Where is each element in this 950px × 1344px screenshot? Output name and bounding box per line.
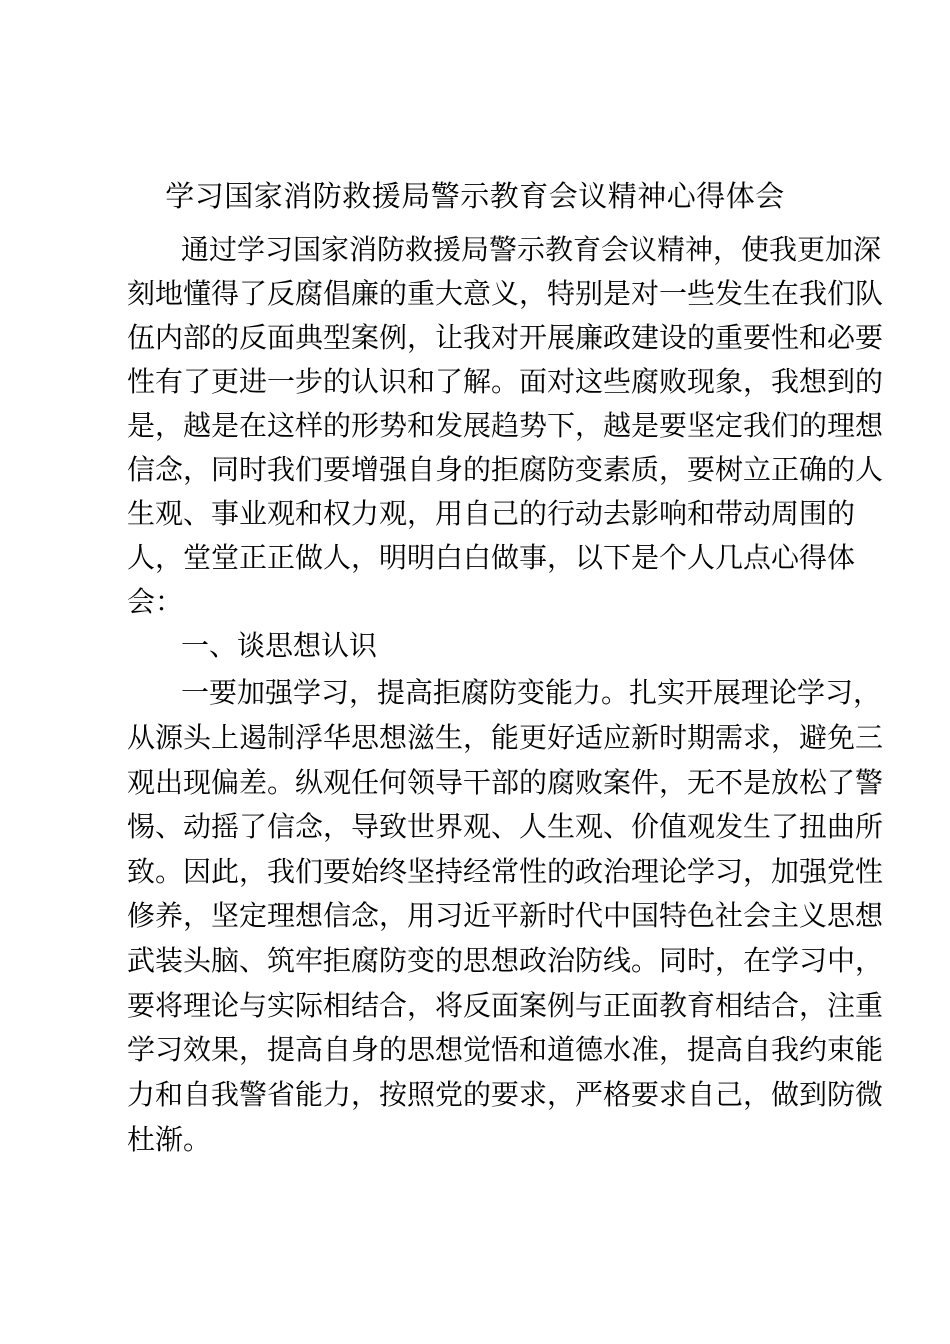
paragraph-line: 修养，坚定理想信念，用习近平新时代中国特色社会主义思想: [127, 899, 884, 932]
paragraph-line: 从源头上遏制浮华思想滋生，能更好适应新时期需求，避免三: [127, 721, 884, 754]
intro-line: 是，越是在这样的形势和发展趋势下，越是要坚定我们的理想: [127, 409, 884, 442]
paragraph-line: 一要加强学习，提高拒腐防变能力。扎实开展理论学习，: [181, 676, 882, 709]
intro-line: 生观、事业观和权力观，用自己的行动去影响和带动周围的: [127, 497, 856, 530]
paragraph-line: 力和自我警省能力，按照党的要求，严格要求自己，做到防微: [127, 1078, 884, 1111]
intro-line: 会：: [127, 585, 184, 618]
intro-line: 性有了更进一步的认识和了解。面对这些腐败现象，我想到的: [127, 365, 884, 398]
paragraph-line: 惕、动摇了信念，导致世界观、人生观、价值观发生了扭曲所: [127, 810, 884, 843]
document-title: 学习国家消防救援局警示教育会议精神心得体会: [165, 179, 785, 213]
intro-line: 伍内部的反面典型案例，让我对开展廉政建设的重要性和必要: [127, 321, 884, 354]
paragraph-line: 学习效果，提高自身的思想觉悟和道德水准，提高自我约束能: [127, 1033, 884, 1066]
intro-line: 通过学习国家消防救援局警示教育会议精神，使我更加深: [181, 233, 882, 266]
intro-line: 信念，同时我们要增强自身的拒腐防变素质，要树立正确的人: [127, 453, 884, 486]
paragraph-line: 观出现偏差。纵观任何领导干部的腐败案件，无不是放松了警: [127, 766, 884, 799]
intro-line: 人，堂堂正正做人，明明白白做事，以下是个人几点心得体: [127, 541, 856, 574]
paragraph-line: 杜渐。: [127, 1123, 212, 1156]
paragraph-line: 要将理论与实际相结合，将反面案例与正面教育相结合，注重: [127, 989, 884, 1022]
intro-line: 刻地懂得了反腐倡廉的重大意义，特别是对一些发生在我们队: [127, 277, 884, 310]
section-heading: 一、谈思想认识: [181, 629, 378, 662]
paragraph-line: 武装头脑、筑牢拒腐防变的思想政治防线。同时，在学习中，: [127, 944, 884, 977]
paragraph-line: 致。因此，我们要始终坚持经常性的政治理论学习，加强党性: [127, 855, 884, 888]
